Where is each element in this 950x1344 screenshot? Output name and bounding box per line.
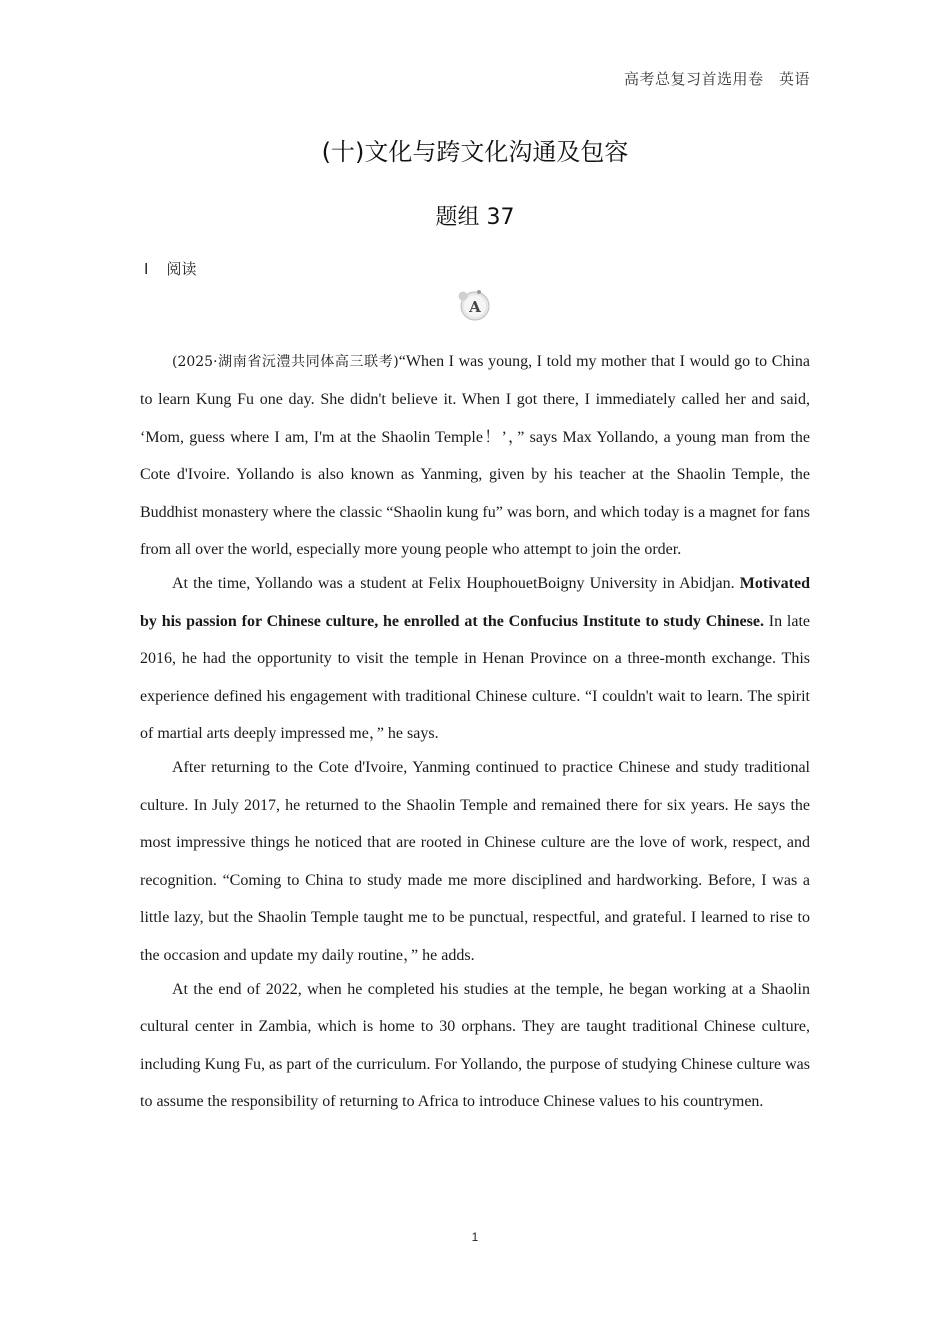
paragraph-1 [140, 343, 810, 568]
header-note: 高考总复习首选用卷 英语 [623, 70, 810, 88]
paragraph-2 [140, 565, 810, 752]
section-label: 阅读 [166, 260, 197, 278]
passage-a-badge-icon [456, 288, 492, 322]
paragraph-3: After returning to the Cote d'Ivoire, Yanming continued to practice Chinese and study traditional culture. In July 2017, he returned to the Shaolin Temple and remained there for six years. He says the most impressive things he noticed that are rooted in Chinese culture are the love of work, respect, and recognition. “Coming to China to study made me more disciplined and hardworking. Before, I was a little lazy, but the Shaolin Temple taught me to be punctual, respectful, and grateful. I learned to rise to the occasion and update my daily routine，” he adds. [140, 759, 810, 964]
passage-source: (2025·湖南省沅澧共同体高三联考) [172, 354, 399, 370]
page-title: (十)文化与跨文化沟通及包容 [321, 138, 629, 166]
page-subtitle: 题组 37 [435, 205, 515, 230]
paragraph-1-text: “When I was young, I told my mother that I would go to China to learn Kung Fu one day. She didn't believe it. When I got there, I immediately called her and said, ‘Mom, guess where I am, I'm at the Shaolin Temple！’，” says Max Yollando, a young man from the Cote d'Ivoire. Yollando is also known as Yanming, given by his teacher at the Shaolin Temple, the Buddhist monastery where the classic “Shaolin kung fu” was born, and which today is a magnet for fans from all over the world, especially more young people who attempt to join the order. [140, 353, 811, 559]
passage-letter: A [469, 298, 481, 316]
section-number: Ⅰ [144, 262, 149, 278]
reading-passage [140, 343, 810, 1118]
paragraph-2-bold-sentence: Motivated by his passion for Chinese culture, he enrolled at the Confucius Institute to study Chinese. [140, 575, 810, 630]
paragraph-2-lead: At the time, Yollando was a student at Felix HouphouetBoigny University in Abidjan. [172, 575, 740, 593]
paragraph-2-text: In late 2016, he had the opportunity to visit the temple in Henan Province on a three-month exchange. This experience defined his engagement with traditional Chinese culture. “I couldn't wait to learn. The spirit of martial arts deeply impressed me，” he says. [140, 612, 811, 743]
page-number: 1 [471, 1230, 479, 1244]
section-heading [144, 258, 196, 279]
paragraph-4: At the end of 2022, when he completed his studies at the temple, he began working at a Shaolin cultural center in Zambia, which is home to 30 orphans. They are taught traditional Chinese culture, including Kung Fu, as part of the curriculum. For Yollando, the purpose of studying Chinese culture was to assume the responsibility of returning to Africa to introduce Chinese values to his countrymen. [140, 980, 810, 1111]
